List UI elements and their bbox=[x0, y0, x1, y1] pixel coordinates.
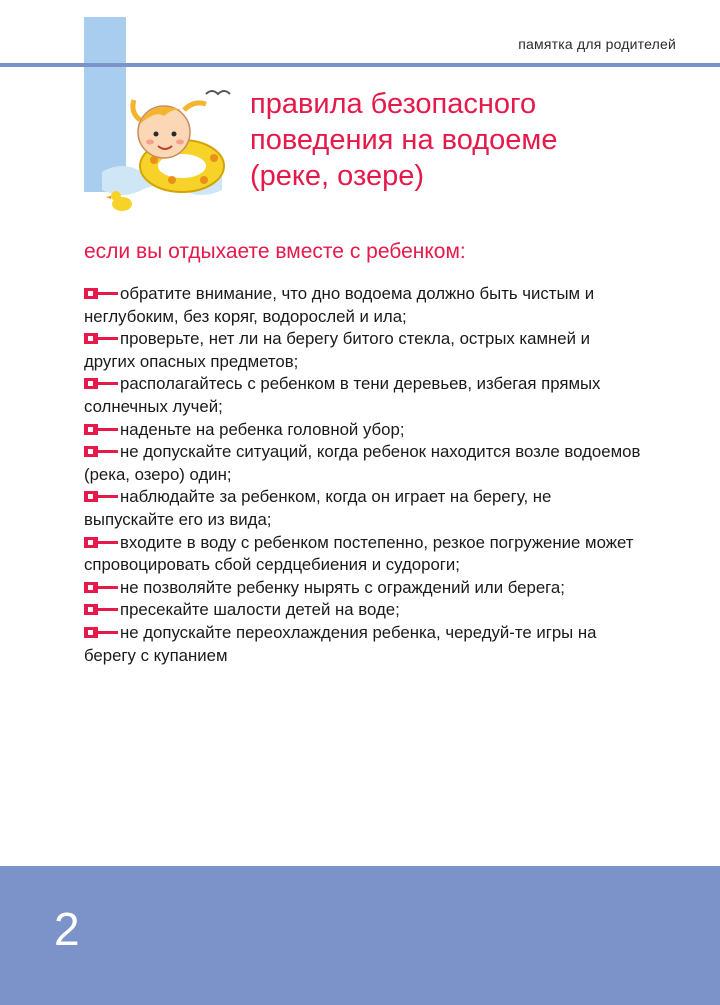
square-bullet-icon bbox=[84, 446, 98, 457]
square-bullet-icon bbox=[84, 627, 98, 638]
square-bullet-icon bbox=[84, 288, 98, 299]
section-subheading: если вы отдыхаете вместе с ребенком: bbox=[84, 240, 466, 263]
footer-band bbox=[0, 866, 720, 1005]
square-bullet-icon bbox=[84, 378, 98, 389]
square-bullet-icon bbox=[84, 333, 98, 344]
safety-rules-list bbox=[84, 283, 644, 667]
list-item bbox=[84, 441, 644, 486]
rule-text: проверьте, нет ли на берегу битого стекла, острых камней и других опасных предметов; bbox=[84, 329, 591, 371]
child-swim-ring-illustration bbox=[94, 80, 244, 220]
dash-icon bbox=[98, 541, 118, 544]
rule-text: входите в воду с ребенком постепенно, резкое погружение может спровоцировать сбой сердцебиения и судороги; bbox=[84, 532, 634, 575]
rule-text: не позволяйте ребенку нырять с ограждений или берега; bbox=[120, 577, 565, 597]
list-item bbox=[84, 419, 644, 442]
dash-icon bbox=[98, 631, 118, 634]
list-item bbox=[84, 373, 644, 418]
dash-icon bbox=[98, 450, 118, 453]
rule-text: обратите внимание, что дно водоема должно быть чистым и неглубоким, без коряг, водорослей и ила; bbox=[84, 284, 595, 326]
rule-text: пресекайте шалости детей на воде; bbox=[120, 600, 400, 620]
page-number: 2 bbox=[54, 903, 80, 955]
list-item bbox=[84, 486, 644, 531]
dash-icon bbox=[98, 495, 118, 498]
dash-icon bbox=[98, 337, 118, 340]
list-item bbox=[84, 622, 644, 667]
square-bullet-icon bbox=[84, 491, 98, 502]
header-rule bbox=[0, 63, 720, 67]
dash-icon bbox=[98, 608, 118, 611]
page-title bbox=[250, 86, 690, 194]
rule-text: наденьте на ребенка головной убор; bbox=[120, 419, 405, 439]
list-item bbox=[84, 577, 644, 600]
square-bullet-icon bbox=[84, 582, 98, 593]
list-item bbox=[84, 532, 644, 577]
square-bullet-icon bbox=[84, 424, 98, 435]
dash-icon bbox=[98, 586, 118, 589]
title-line: поведения на водоеме bbox=[250, 124, 558, 156]
square-bullet-icon bbox=[84, 537, 98, 548]
header-label: памятка для родителей bbox=[518, 36, 676, 52]
dash-icon bbox=[98, 428, 118, 431]
rule-text: не допускайте ситуаций, когда ребенок находится возле водоемов (река, озеро) один; bbox=[84, 442, 641, 484]
rule-text: не допускайте переохлаждения ребенка, чередуй-те игры на берегу с купанием bbox=[84, 622, 597, 665]
list-item bbox=[84, 283, 644, 328]
list-item bbox=[84, 599, 644, 622]
list-item bbox=[84, 328, 644, 373]
rule-text: располагайтесь с ребенком в тени деревьев, избегая прямых солнечных лучей; bbox=[84, 374, 601, 416]
dash-icon bbox=[98, 382, 118, 385]
title-line: правила безопасного bbox=[250, 88, 537, 120]
title-line: (реке, озере) bbox=[250, 160, 424, 192]
square-bullet-icon bbox=[84, 604, 98, 615]
dash-icon bbox=[98, 292, 118, 295]
rule-text: наблюдайте за ребенком, когда он играет на берегу, не выпускайте его из вида; bbox=[84, 487, 552, 529]
